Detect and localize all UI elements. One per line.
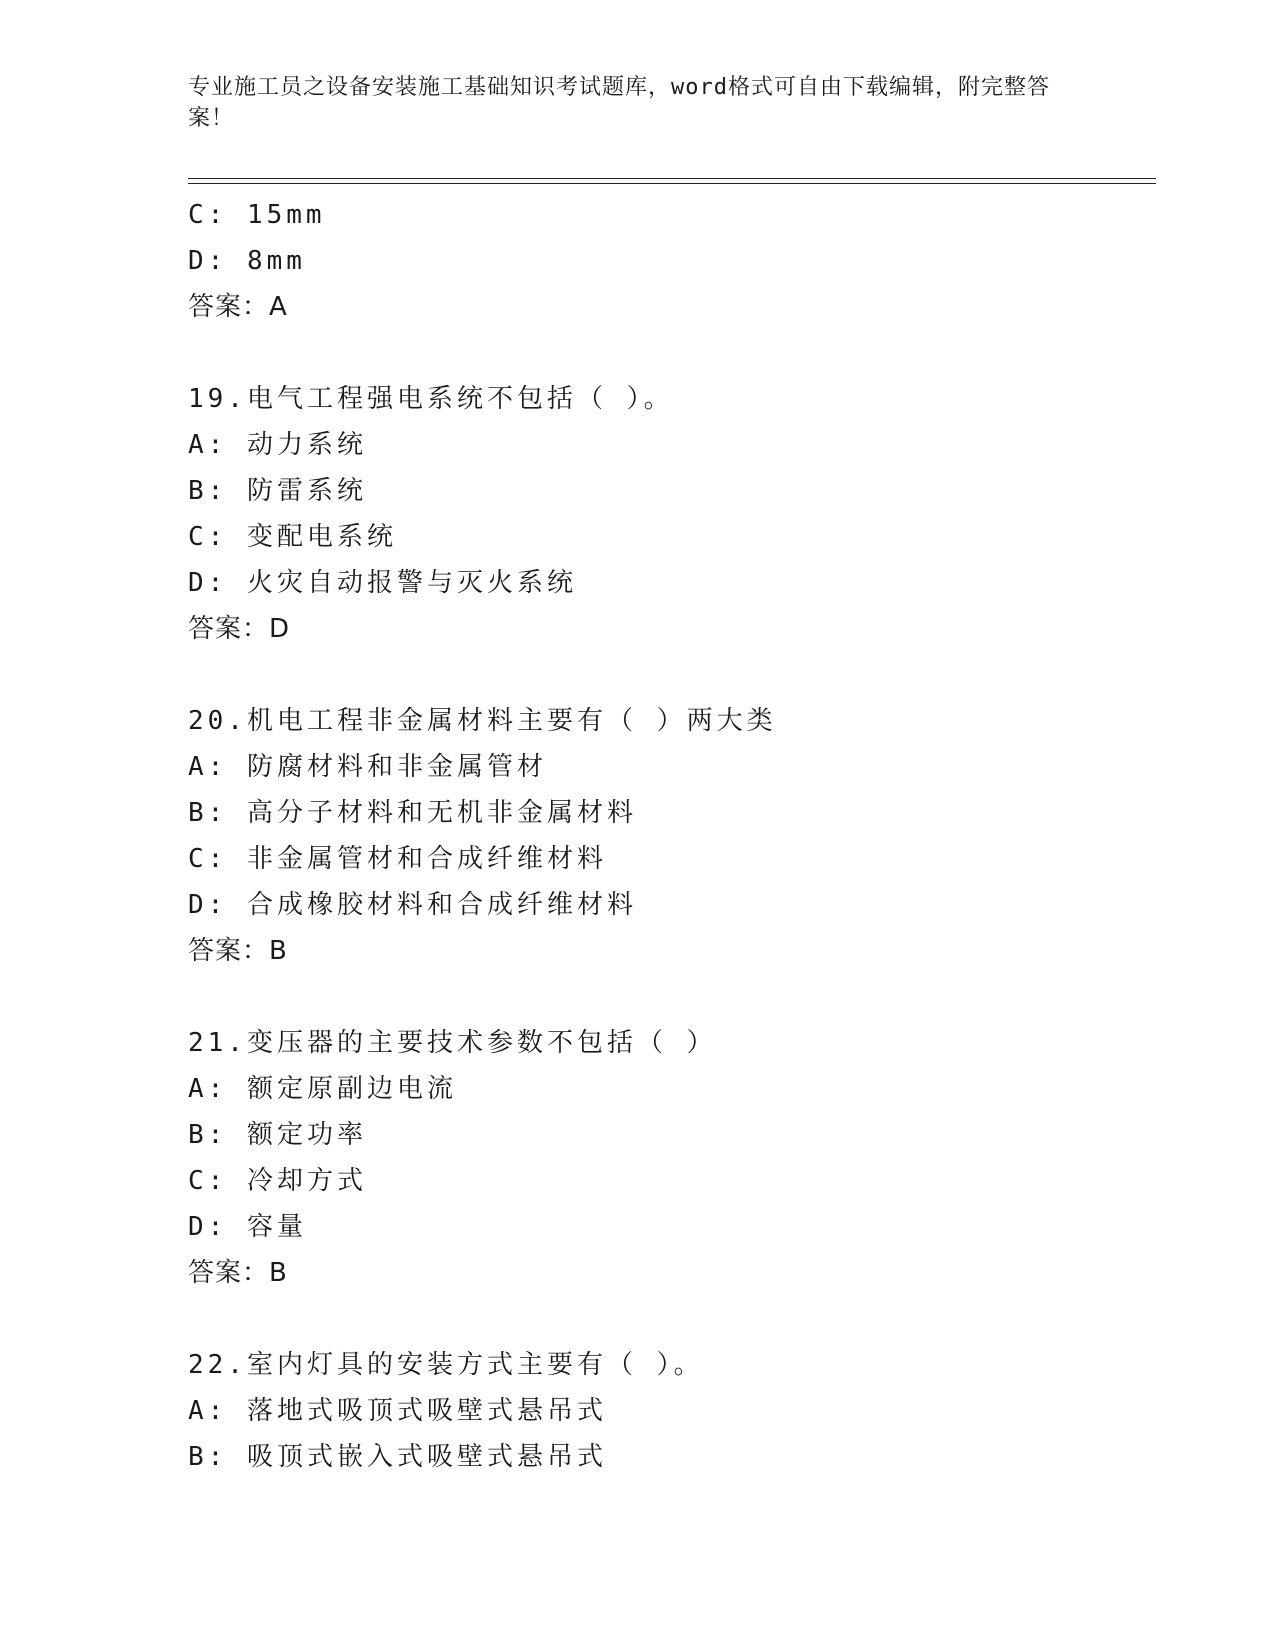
option-a: A: 动力系统 — [188, 430, 367, 460]
header-divider-bottom — [188, 183, 1156, 184]
question-stem: 20.机电工程非金属材料主要有（ ）两大类 — [188, 706, 777, 736]
question-21 — [188, 1020, 1148, 1296]
carryover-question — [188, 192, 1148, 330]
question-20 — [188, 698, 1148, 974]
option-b: B: 高分子材料和无机非金属材料 — [188, 798, 637, 828]
option-a: A: 落地式吸顶式吸壁式悬吊式 — [188, 1396, 607, 1426]
answer-line: 答案：B — [188, 1258, 288, 1288]
question-list — [188, 192, 1148, 1480]
option-d: D: 合成橡胶材料和合成纤维材料 — [188, 890, 637, 920]
option-d: D: 容量 — [188, 1212, 307, 1242]
question-spacer — [188, 974, 1148, 1020]
option-d: D: 火灾自动报警与灭火系统 — [188, 568, 577, 598]
option-c: C: 15mm — [188, 200, 326, 230]
answer-line: 答案：D — [188, 614, 291, 644]
question-stem: 21.变压器的主要技术参数不包括（ ） — [188, 1028, 717, 1058]
option-b: B: 额定功率 — [188, 1120, 367, 1150]
option-d: D: 8mm — [188, 246, 306, 276]
option-b: B: 吸顶式嵌入式吸壁式悬吊式 — [188, 1442, 607, 1472]
question-spacer — [188, 330, 1148, 376]
question-22 — [188, 1342, 1148, 1480]
option-c: C: 非金属管材和合成纤维材料 — [188, 844, 607, 874]
question-stem: 19.电气工程强电系统不包括（ ）。 — [188, 384, 674, 414]
option-c: C: 变配电系统 — [188, 522, 397, 552]
question-19 — [188, 376, 1148, 652]
option-a: A: 额定原副边电流 — [188, 1074, 457, 1104]
question-spacer — [188, 652, 1148, 698]
question-spacer — [188, 1296, 1148, 1342]
answer-line: 答案：A — [188, 292, 288, 322]
document-header: 专业施工员之设备安装施工基础知识考试题库，word格式可自由下载编辑，附完整答案！ — [188, 75, 1050, 131]
option-a: A: 防腐材料和非金属管材 — [188, 752, 547, 782]
option-c: C: 冷却方式 — [188, 1166, 367, 1196]
answer-line: 答案：B — [188, 936, 288, 966]
option-b: B: 防雷系统 — [188, 476, 367, 506]
header-divider-top — [188, 178, 1156, 179]
question-stem: 22.室内灯具的安装方式主要有（ ）。 — [188, 1350, 704, 1380]
